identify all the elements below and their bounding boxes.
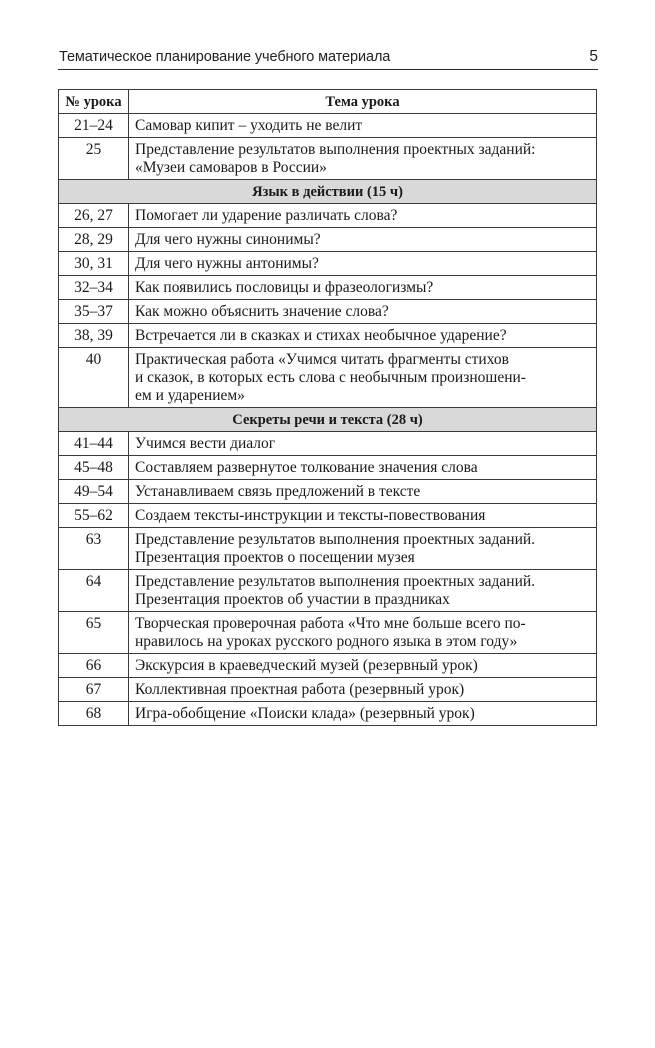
table-row — [59, 324, 597, 348]
table-row — [59, 612, 597, 654]
section-row — [59, 408, 597, 432]
lesson-topic-line: Экскурсия в краеведческий музей (резервный урок) — [135, 657, 478, 674]
lesson-topic-line: Представление результатов выполнения проектных заданий. — [135, 531, 536, 548]
lesson-plan-table — [58, 89, 597, 726]
lesson-topic-line: Для чего нужны антонимы? — [135, 255, 319, 272]
table-row — [59, 276, 597, 300]
lesson-topic-line: Коллективная проектная работа (резервный урок) — [135, 681, 465, 698]
table-header-row — [59, 90, 597, 114]
lesson-topic — [129, 570, 597, 612]
lesson-number: 21–24 — [59, 114, 129, 138]
lesson-number: 35–37 — [59, 300, 129, 324]
table-row — [59, 114, 597, 138]
lesson-topic-line: Презентация проектов о посещении музея — [135, 549, 415, 566]
lesson-number: 65 — [59, 612, 129, 654]
lesson-topic-line: Игра-обобщение «Поиски клада» (резервный урок) — [135, 705, 475, 722]
lesson-number: 26, 27 — [59, 204, 129, 228]
lesson-topic-line: Как можно объяснить значение слова? — [135, 303, 389, 320]
running-header — [58, 47, 598, 70]
lesson-number: 45–48 — [59, 456, 129, 480]
lesson-topic — [129, 612, 597, 654]
lesson-number: 40 — [59, 348, 129, 408]
lesson-number: 66 — [59, 654, 129, 678]
lesson-topic-line: Учимся вести диалог — [135, 435, 276, 452]
table-row — [59, 480, 597, 504]
lesson-number: 41–44 — [59, 432, 129, 456]
lesson-topic — [129, 252, 597, 276]
lesson-topic-line: ем и ударением» — [135, 387, 245, 404]
section-title: Язык в действии (15 ч) — [59, 180, 597, 204]
lesson-number: 68 — [59, 702, 129, 726]
column-header-number: № урока — [59, 90, 129, 114]
lesson-topic — [129, 300, 597, 324]
lesson-topic — [129, 702, 597, 726]
lesson-number: 32–34 — [59, 276, 129, 300]
lesson-topic-line: Встречается ли в сказках и стихах необычное ударение? — [135, 327, 507, 344]
lesson-number: 67 — [59, 678, 129, 702]
page-number: 5 — [589, 48, 598, 65]
lesson-topic — [129, 480, 597, 504]
lesson-topic-line: Помогает ли ударение различать слова? — [135, 207, 398, 224]
lesson-topic — [129, 504, 597, 528]
table-row — [59, 570, 597, 612]
table-row — [59, 252, 597, 276]
section-row — [59, 180, 597, 204]
table-row — [59, 228, 597, 252]
lesson-topic-line: Творческая проверочная работа «Что мне больше всего по- — [135, 615, 526, 632]
lesson-topic — [129, 228, 597, 252]
lesson-topic-line: Презентация проектов об участии в праздниках — [135, 591, 450, 608]
table-row — [59, 456, 597, 480]
lesson-topic-line: Для чего нужны синонимы? — [135, 231, 321, 248]
lesson-topic-line: Как появились пословицы и фразеологизмы? — [135, 279, 434, 296]
lesson-topic — [129, 204, 597, 228]
lesson-topic-line: Составляем развернутое толкование значения слова — [135, 459, 478, 476]
lesson-topic-line: Представление результатов выполнения проектных заданий. — [135, 573, 536, 590]
lesson-topic — [129, 432, 597, 456]
lesson-number: 30, 31 — [59, 252, 129, 276]
lesson-topic-line: Устанавливаем связь предложений в тексте — [135, 483, 421, 500]
table-row — [59, 348, 597, 408]
column-header-topic: Тема урока — [129, 90, 597, 114]
lesson-topic — [129, 138, 597, 180]
lesson-topic-line: нравилось на уроках русского родного языка в этом году» — [135, 633, 518, 650]
lesson-number: 64 — [59, 570, 129, 612]
section-title: Секреты речи и текста (28 ч) — [59, 408, 597, 432]
table-body — [59, 114, 597, 726]
lesson-number: 28, 29 — [59, 228, 129, 252]
lesson-number: 38, 39 — [59, 324, 129, 348]
table-row — [59, 138, 597, 180]
lesson-topic — [129, 456, 597, 480]
lesson-topic-line: и сказок, в которых есть слова с необычным произношени- — [135, 369, 526, 386]
lesson-number: 55–62 — [59, 504, 129, 528]
lesson-topic-line: «Музеи самоваров в России» — [135, 159, 327, 176]
table-row — [59, 300, 597, 324]
lesson-topic-line: Самовар кипит – уходить не велит — [135, 117, 363, 134]
lesson-topic — [129, 528, 597, 570]
lesson-topic — [129, 114, 597, 138]
lesson-number: 49–54 — [59, 480, 129, 504]
lesson-topic — [129, 348, 597, 408]
lesson-number: 25 — [59, 138, 129, 180]
lesson-topic — [129, 654, 597, 678]
lesson-number: 63 — [59, 528, 129, 570]
table-row — [59, 204, 597, 228]
table-row — [59, 432, 597, 456]
lesson-topic — [129, 276, 597, 300]
lesson-topic-line: Практическая работа «Учимся читать фрагменты стихов — [135, 351, 509, 368]
table-row — [59, 528, 597, 570]
running-title: Тематическое планирование учебного материала — [59, 49, 391, 65]
table-row — [59, 654, 597, 678]
table-row — [59, 678, 597, 702]
lesson-topic — [129, 678, 597, 702]
lesson-topic — [129, 324, 597, 348]
lesson-topic-line: Представление результатов выполнения проектных заданий: — [135, 141, 536, 158]
table-row — [59, 702, 597, 726]
lesson-topic-line: Создаем тексты-инструкции и тексты-повествования — [135, 507, 486, 524]
table-row — [59, 504, 597, 528]
